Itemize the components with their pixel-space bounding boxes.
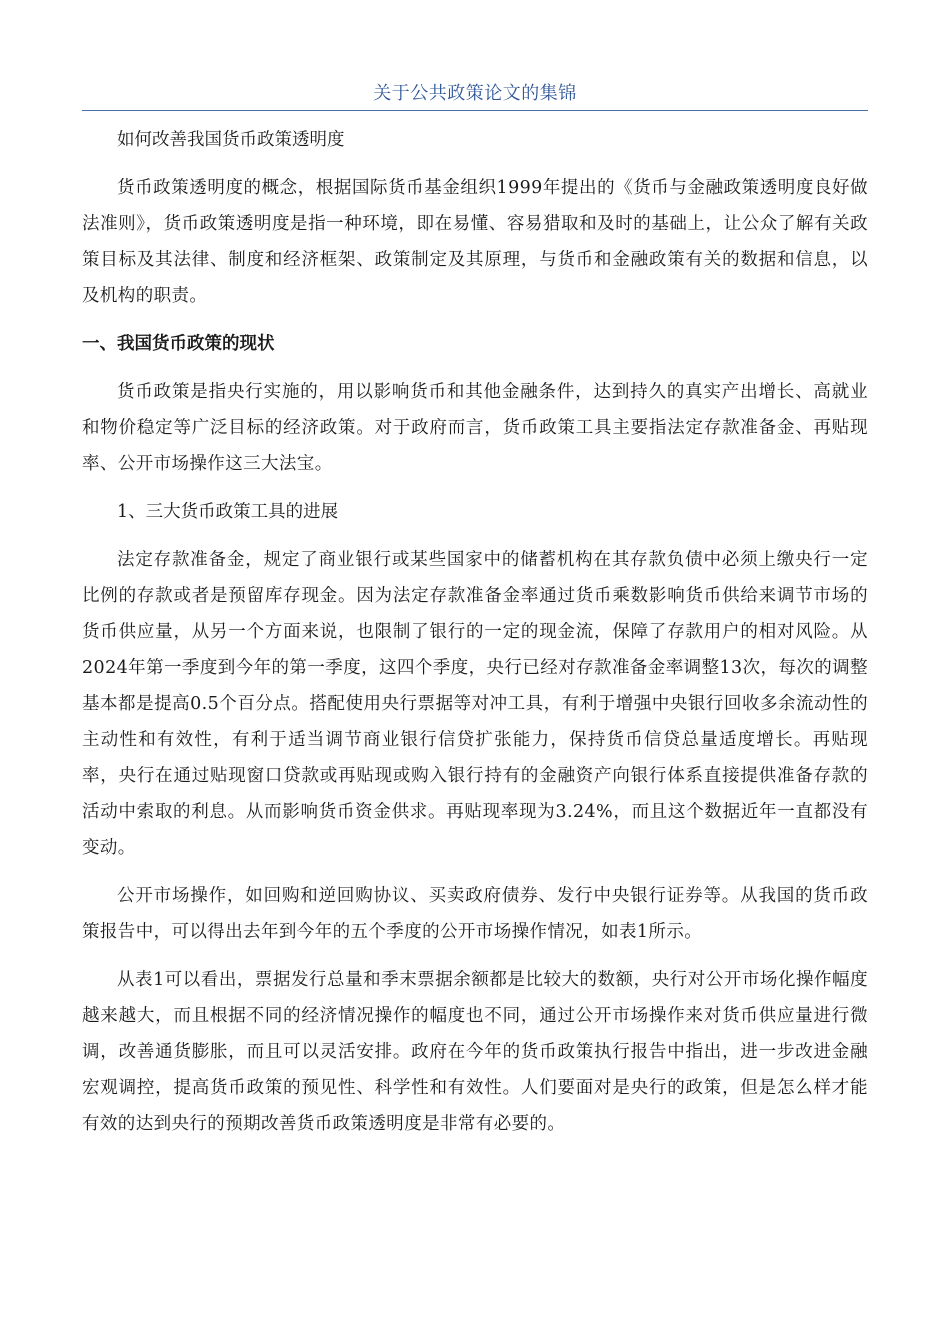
body-paragraph: 法定存款准备金，规定了商业银行或某些国家中的储蓄机构在其存款负债中必须上缴央行一定比例的存款或者是预留库存现金。因为法定存款准备金率通过货币乘数影响货币供给来调节市场的货币供应量，从另一个方面来说，也限制了银行的一定的现金流，保障了存款用户的相对风险。从2024年第一季度到今年的第一季度，这四个季度，央行已经对存款准备金率调整13次，每次的调整基本都是提高0.5个百分点。搭配使用央行票据等对冲工具，有利于增强中央银行回收多余流动性的主动性和有效性，有利于适当调节商业银行信贷扩张能力，保持货币信贷总量适度增长。再贴现率，央行在通过贴现窗口贷款或再贴现或购入银行持有的金融资产向银行体系直接提供准备存款的活动中索取的利息。从而影响货币资金供求。再贴现率现为3.24%，而且这个数据近年一直都没有变动。 xyxy=(82,550,868,858)
body-paragraph: 货币政策是指央行实施的，用以影响货币和其他金融条件，达到持久的真实产出增长、高就业和物价稳定等广泛目标的经济政策。对于政府而言，货币政策工具主要指法定存款准备金、再贴现率、公开市场操作这三大法宝。 xyxy=(82,382,868,474)
document-body xyxy=(82,122,868,1142)
subsection-heading: 1、三大货币政策工具的进展 xyxy=(117,502,339,522)
section-heading: 一、我国货币政策的现状 xyxy=(82,334,275,354)
intro-paragraph: 货币政策透明度的概念，根据国际货币基金组织1999年提出的《货币与金融政策透明度良好做法准则》，货币政策透明度是指一种环境，即在易懂、容易猎取和及时的基础上，让公众了解有关政策目标及其法律、制度和经济框架、政策制定及其原理，与货币和金融政策有关的数据和信息，以及机构的职责。 xyxy=(82,178,868,306)
page-header xyxy=(82,80,868,111)
header-title: 关于公共政策论文的集锦 xyxy=(373,83,577,104)
body-paragraph: 从表1可以看出，票据发行总量和季末票据余额都是比较大的数额，央行对公开市场化操作幅度越来越大，而且根据不同的经济情况操作的幅度也不同，通过公开市场操作来对货币供应量进行微调，改善通货膨胀，而且可以灵活安排。政府在今年的货币政策执行报告中指出，进一步改进金融宏观调控，提高货币政策的预见性、科学性和有效性。人们要面对是央行的政策，但是怎么样才能有效的达到央行的预期改善货币政策透明度是非常有必要的。 xyxy=(82,970,868,1134)
body-paragraph: 公开市场操作，如回购和逆回购协议、买卖政府债券、发行中央银行证券等。从我国的货币政策报告中，可以得出去年到今年的五个季度的公开市场操作情况，如表1所示。 xyxy=(82,886,868,942)
article-subtitle: 如何改善我国货币政策透明度 xyxy=(117,130,345,150)
